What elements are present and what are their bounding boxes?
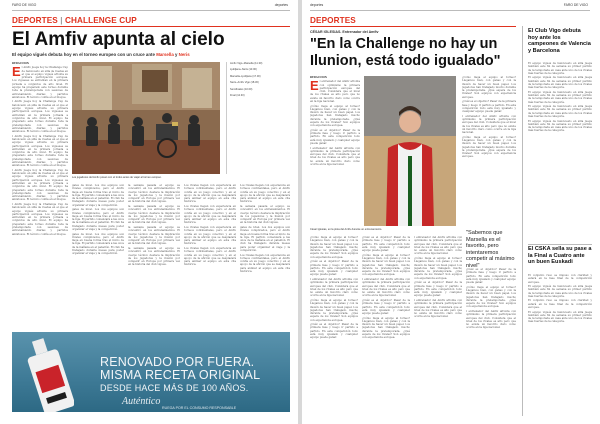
headline: "En la Challenge no hay un Ilunion, está todo igualado" (310, 36, 501, 69)
coach-photo (364, 76, 456, 226)
team-photo (72, 62, 220, 174)
dropcap: E (310, 78, 319, 94)
pull-quote: "Sabemos que Marsella es el favorito, pero intentaremos competir al máximo nivel" (466, 230, 515, 269)
running-head: FARO DE VIGO (12, 3, 37, 7)
schedule-item: Neris–Amfiv Vigo (18.30) (230, 81, 259, 85)
schedule-item: Marsella–Ljubljana (17.00) (230, 74, 261, 78)
dropcap: E (12, 64, 21, 80)
article-column-2: gales de nivel. Los dos equipos son rivales complicados, pero el Amfiv llega en buena forma tras el inicio de la liga. El partido comenzará a las once de la mañana en el pabellón. El club ha trabajado durante meses para poder organizar el viaje y la competición. gales de nivel. Los dos equipos son rivales complicados, pero el Amfiv llega en buena forma tras el inicio de la liga. El partido comenzará a las once de la mañana en el pabellón. El club ha trabajado durante meses para poder organizar el viaje y la competición. gales de nivel. Los dos equipos son rivales complicados, pero el Amfiv llega en buena forma tras el inicio de la liga. El partido comenzará a las once de la mañana en el pabellón. El club ha trabajado durante meses para poder organizar el viaje y la competición. (72, 184, 124, 256)
top-rule (12, 10, 290, 11)
ad-copy: RENOVADO POR FUERA. MISMA RECETA ORIGINAL DESDE HACE MÁS DE 100 AÑOS. (100, 355, 261, 393)
article-column-3: la semana pasada el equipo se concentró en los entrenamientos. El cuerpo técnico destaca la implicación de los jugadores y la ilusión por competir en Europa por primera vez en la historia del club vigués. la semana pasada el equipo se concentró en los entrenamientos. El cuerpo técnico destaca la implicación de los jugadores y la ilusión por competir en Europa por primera vez en la historia del club vigués. la semana pasada el equipo se concentró en los entrenamientos. El cuerpo técnico destaca la implicación de los jugadores y la ilusión por competir en Europa por primera vez en la historia del club vigués. la semana pasada el equipo se concentró en los entrenamientos. El cuerpo técnico destaca la implicación de los jugadores y la ilusión por competir en Europa por primera vez en la historia del club vigués. (128, 184, 180, 267)
coach-photo-image (364, 76, 456, 226)
sidebar-text: El equipo vigués de baloncesto en silla juega también este fin de semana su primer partido de la temporada en casa ante uno de los rivales más fuertes de la categoría. El equipo vigués de baloncesto en silla juega también este fin de semana su primer partido de la temporada en casa ante uno de los rivales más fuertes de la categoría. El equipo vigués de baloncesto en silla juega también este fin de semana su primer partido de la temporada en casa ante uno de los rivales más fuertes de la categoría. El equipo vigués de baloncesto en silla juega también este fin de semana su primer partido de la temporada en casa ante uno de los rivales más fuertes de la categoría. El equipo vigués de baloncesto en silla juega también este fin de semana su primer partido de la temporada en casa ante uno de los rivales más fuertes de la categoría. (528, 62, 592, 133)
schedule-item: Semifinales (10.00) (230, 87, 253, 91)
schedule-item: Amfiv Vigo–Marsella (11.30) (230, 62, 263, 65)
bottle-image (26, 338, 74, 412)
section-name: DEPORTES (12, 16, 58, 25)
section-rule (12, 26, 290, 27)
team-photo-image (72, 62, 220, 174)
sidebar-headline-2: El CSKA sella su pase a la Final a Cuatro ante un buen Euskadi (528, 246, 592, 266)
photo-caption: Los jugadores del Amfiv posan con el trofeo antes de viajar al torneo europeo. (72, 176, 162, 179)
article-column-4: Los rivales llegan con experiencia en torneos continentales, pero el Amfiv confía en su juego colectivo y en el apoyo de la afición que se desplazará para animar al equipo en esta cita histórica. Los rivales llegan con experiencia en torneos continentales, pero el Amfiv confía en su juego colectivo y en el apoyo de la afición que se desplazará para animar al equipo en esta cita histórica. Los rivales llegan con experiencia en torneos continentales, pero el Amfiv confía en su juego colectivo y en el apoyo de la afición que se desplazará para animar al equipo en esta cita histórica. Los rivales llegan con experiencia en torneos continentales, pero el Amfiv confía en su juego colectivo y en el apoyo de la afición que se desplazará para animar al equipo en esta cita histórica. (184, 184, 236, 267)
running-head-section: deportes (274, 3, 288, 7)
top-rule (310, 10, 590, 11)
article-column-5: Los rivales llegan con experiencia en torneos continentales, pero el Amfiv confía en su juego colectivo y en el apoyo de la afición que se desplazará para animar al equipo en esta cita histórica. la semana pasada el equipo se concentró en los entrenamientos. El cuerpo técnico destaca la implicación de los jugadores y la ilusión por competir en Europa por primera vez en la historia del club vigués. gales de nivel. Los dos equipos son rivales complicados, pero el Amfiv llega en buena forma tras el inicio de la liga. El partido comenzará a las once de la mañana en el pabellón. El club ha trabajado durante meses para poder organizar el viaje y la competición. Los rivales llegan con experiencia en torneos continentales, pero el Amfiv confía en su juego colectivo y en el apoyo de la afición que se desplazará para animar al equipo en esta cita histórica. (240, 184, 290, 273)
byline: REDACCIÓN (12, 62, 29, 65)
article-column-5: ¿Cuál es el objetivo? Pasar de la primera fase y luego ir partido a partido. En esta competición todo está muy igualado y cualquier equipo puede ganar. ¿Cómo llega el equipo al torneo? Llegamos bien, con ganas y con la ilusión de hacer un buen papel. Los jugadores han trabajado mucho durante la pretemporada. ¿Qué espera de los rivales? Son equipos con experiencia europea. l entrenador del Amfiv afronta con optimismo la primera participación europea del club. Considera que el nivel de los rivales es alto pero que no existe un favorito claro como ocurre en la liga nacional. (466, 268, 516, 330)
sidebar-rule (528, 244, 592, 245)
article-column-4: l entrenador del Amfiv afronta con optimismo la primera participación europea del club. Considera que el nivel de los rivales es alto pero que no existe un favorito claro como ocurre en la liga nacional. ¿Cómo llega el equipo al torneo? Llegamos bien, con ganas y con la ilusión de hacer un buen papel. Los jugadores han trabajado mucho durante la pretemporada. ¿Qué espera de los rivales? Son equipos con experiencia europea. ¿Cuál es el objetivo? Pasar de la primera fase y luego ir partido a partido. En esta competición todo está muy igualado y cualquier equipo puede ganar. l entrenador del Amfiv afronta con optimismo la primera participación europea del club. Considera que el nivel de los rivales es alto pero que no existe un favorito claro como ocurre en la liga nacional. (414, 236, 462, 319)
article-column-3: ¿Cuál es el objetivo? Pasar de la primera fase y luego ir partido a partido. En esta competición todo está muy igualado y cualquier equipo puede ganar. ¿Cómo llega el equipo al torneo? Llegamos bien, con ganas y con la ilusión de hacer un buen papel. Los jugadores han trabajado mucho durante la pretemporada. ¿Qué espera de los rivales? Son equipos con experiencia europea. l entrenador del Amfiv afronta con optimismo la primera participación europea del club. Considera que el nivel de los rivales es alto pero que no existe un favorito claro como ocurre en la liga nacional. ¿Cuál es el objetivo? Pasar de la primera fase y luego ir partido a partido. En esta competición todo está muy igualado y cualquier equipo puede ganar. ¿Cómo llega el equipo al torneo? Llegamos bien, con ganas y con la ilusión de hacer un buen papel. Los jugadores han trabajado mucho durante la pretemporada. ¿Qué espera de los rivales? Son equipos con experiencia europea. (362, 236, 410, 340)
subheadline: El equipo vigués debuta hoy en el torneo europeo con un cruce ante Marsella y Neris (12, 52, 190, 57)
schedule-item: Final (12.30) (230, 94, 245, 98)
kicker: CÉSAR IGLESIAS. Entrenador del Amfiv (310, 30, 379, 34)
schedule-box (226, 62, 294, 174)
schedule-item: Ljubljana–Neris (13.00) (230, 68, 257, 72)
right-page (302, 0, 600, 424)
sidebar-divider (522, 26, 523, 416)
article-column-6: ¿Cómo llega el equipo al torneo? Llegamos bien, con ganas y con la ilusión de hacer un buen papel. Los jugadores han trabajado mucho durante la pretemporada. ¿Qué espera de los rivales? Son equipos con experiencia europea. ¿Cuál es el objetivo? Pasar de la primera fase y luego ir partido a partido. En esta competición todo está muy igualado y cualquier equipo puede ganar. l entrenador del Amfiv afronta con optimismo la primera participación europea del club. Considera que el nivel de los rivales es alto pero que no existe un favorito claro como ocurre en la liga nacional. ¿Cómo llega el equipo al torneo? Llegamos bien, con ganas y con la ilusión de hacer un buen papel. Los jugadores han trabajado mucho durante la pretemporada. ¿Qué espera de los rivales? Son equipos con experiencia europea. (462, 76, 516, 159)
article-column-2: ¿Cómo llega el equipo al torneo? Llegamos bien, con ganas y con la ilusión de hacer un buen papel. Los jugadores han trabajado mucho durante la pretemporada. ¿Qué espera de los rivales? Son equipos con experiencia europea. ¿Cuál es el objetivo? Pasar de la primera fase y luego ir partido a partido. En esta competición todo está muy igualado y cualquier equipo puede ganar. l entrenador del Amfiv afronta con optimismo la primera participación europea del club. Considera que el nivel de los rivales es alto pero que no existe un favorito claro como ocurre en la liga nacional. ¿Cómo llega el equipo al torneo? Llegamos bien, con ganas y con la ilusión de hacer un buen papel. Los jugadores han trabajado mucho durante la pretemporada. ¿Qué espera de los rivales? Son equipos con experiencia europea. ¿Cuál es el objetivo? Pasar de la primera fase y luego ir partido a partido. En esta competición todo está muy igualado y cualquier equipo puede ganar. (310, 236, 358, 340)
ad-footer: RUEGA POR EL CONSUMO RESPONSABLE (162, 406, 237, 410)
advertisement (12, 332, 290, 412)
section-rule (310, 26, 516, 27)
subsection-name: CHALLENGE CUP (64, 16, 137, 25)
article-column-1: REDACCIÓN El entrenador del Amfiv afronta con optimismo la primera participación europea del club. Considera que el nivel de los rivales es alto pero que no existe un favorito claro como ocurre en la liga nacional. ¿Cómo llega el equipo al torneo? Llegamos bien, con ganas y con la ilusión de hacer un buen papel. Los jugadores han trabajado mucho durante la pretemporada. ¿Qué espera de los rivales? Son equipos con experiencia europea. ¿Cuál es el objetivo? Pasar de la primera fase y luego ir partido a partido. En esta competición todo está muy igualado y cualquier equipo puede ganar. l entrenador del Amfiv afronta con optimismo la primera participación europea del club. Considera que el nivel de los rivales es alto pero que no existe un favorito claro como ocurre en la liga nacional. (310, 76, 360, 166)
section-label: DEPORTES | CHALLENGE CUP (12, 16, 137, 25)
photo-caption: César Iglesias, en la pista del Amfiv durante un entrenamiento. (310, 228, 383, 231)
headline: El Amfiv apunta al cielo (12, 29, 225, 50)
running-head-section: deportes (310, 3, 324, 7)
ad-brand: Auténtico (122, 396, 161, 407)
article-column-1: REDACCIÓN El Amfiv juega hoy la Challenge Cup de baloncesto en silla de ruedas en el que el equipo vigués afronta su primera participación europea. Los vigueses se enfrentan en la primera jornada a conjuntos de alto nivel. El equipo ha preparado este torneo durante toda la pretemporada con sesiones de entrenamiento diarias y partidos amistosos. El técnico confía en el bloque. l Amfiv juega hoy la Challenge Cup de baloncesto en silla de ruedas en el que el equipo vigués afronta su primera participación europea. Los vigueses se enfrentan en la primera jornada a conjuntos de alto nivel. El equipo ha preparado este torneo durante toda la pretemporada con sesiones de entrenamiento diarias y partidos amistosos. El técnico confía en el bloque. l Amfiv juega hoy la Challenge Cup de baloncesto en silla de ruedas en el que el equipo vigués afronta su primera participación europea. Los vigueses se enfrentan en la primera jornada a conjuntos de alto nivel. El equipo ha preparado este torneo durante toda la pretemporada con sesiones de entrenamiento diarias y partidos amistosos. El técnico confía en el bloque. l Amfiv juega hoy la Challenge Cup de baloncesto en silla de ruedas en el que el equipo vigués afronta su primera participación europea. Los vigueses se enfrentan en la primera jornada a conjuntos de alto nivel. El equipo ha preparado este torneo durante toda la pretemporada con sesiones de entrenamiento diarias y partidos amistosos. El técnico confía en el bloque. l Amfiv juega hoy la Challenge Cup de baloncesto en silla de ruedas en el que el equipo vigués afronta su primera participación europea. Los vigueses se enfrentan en la primera jornada a conjuntos de alto nivel. El equipo ha preparado este torneo durante toda la pretemporada con sesiones de entrenamiento diarias y partidos amistosos. El técnico confía en el bloque. (12, 62, 68, 236)
sidebar-headline: El Club Vigo debuta hoy ante los campeones de Valencia y Barcelona (528, 28, 591, 54)
section-label: DEPORTES (310, 16, 356, 25)
running-head: FARO DE VIGO (563, 3, 588, 7)
sidebar-text-2: El conjunto ruso se impuso con claridad y estará en la fase final de la competición europea. El equipo vigués de baloncesto en silla juega también este fin de semana su primer partido de la temporada en casa ante uno de los rivales más fuertes de la categoría. El conjunto ruso se impuso con claridad y estará en la fase final de la competición europea. El equipo vigués de baloncesto en silla juega también este fin de semana su primer partido de la temporada en casa ante uno de los rivales más fuertes de la categoría. (528, 274, 592, 324)
byline: REDACCIÓN (310, 76, 327, 79)
left-page (0, 0, 298, 424)
